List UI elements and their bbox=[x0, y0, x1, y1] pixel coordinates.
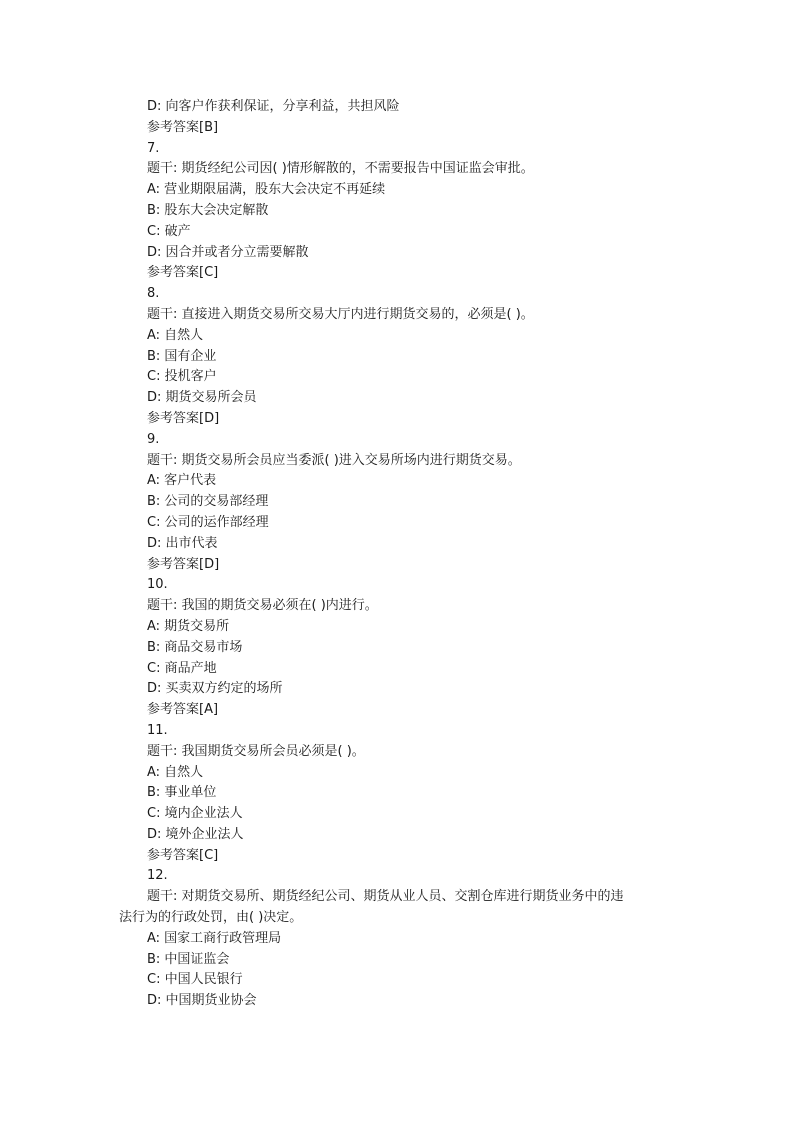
option-line: C: 商品产地 bbox=[147, 660, 217, 676]
answer-line: 参考答案[C] bbox=[147, 847, 219, 863]
question-number: 11. bbox=[147, 722, 168, 738]
option-line: C: 公司的运作部经理 bbox=[147, 514, 269, 530]
answer-line: 参考答案[D] bbox=[147, 410, 220, 426]
option-line: A: 营业期限届满，股东大会决定不再延续 bbox=[147, 182, 386, 198]
option-line: D: 买卖双方约定的场所 bbox=[147, 681, 283, 697]
option-line: D: 期货交易所会员 bbox=[147, 390, 257, 406]
option-line: A: 客户代表 bbox=[147, 473, 217, 489]
option-line: A: 国家工商行政管理局 bbox=[147, 930, 282, 946]
option-line: B: 事业单位 bbox=[147, 785, 217, 801]
answer-line: 参考答案[D] bbox=[147, 556, 220, 572]
option-line: D: 境外企业法人 bbox=[147, 826, 244, 842]
option-line: A: 自然人 bbox=[147, 764, 204, 780]
answer-line: 参考答案[B] bbox=[147, 119, 219, 135]
option-line: D: 因合并或者分立需要解散 bbox=[147, 244, 309, 260]
question-number: 7. bbox=[147, 140, 160, 156]
question-stem-wrapped bbox=[0, 887, 794, 929]
option-line: A: 期货交易所 bbox=[147, 618, 230, 634]
option-line: A: 自然人 bbox=[147, 327, 204, 343]
document-page bbox=[0, 97, 794, 1012]
option-line: C: 投机客户 bbox=[147, 369, 217, 385]
option-line: B: 国有企业 bbox=[147, 348, 217, 364]
option-line: D: 向客户作获利保证，分享利益，共担风险 bbox=[147, 99, 400, 114]
option-line: B: 中国证监会 bbox=[147, 951, 230, 967]
option-line: C: 破产 bbox=[147, 223, 191, 239]
option-line: C: 境内企业法人 bbox=[147, 806, 243, 822]
question-stem-line-1: 题干: 对期货交易所、期货经纪公司、期货从业人员、交割仓库进行期货业务中的违 bbox=[147, 889, 624, 905]
option-line: B: 公司的交易部经理 bbox=[147, 494, 269, 510]
answer-line: 参考答案[C] bbox=[147, 265, 219, 281]
answer-line: 参考答案[A] bbox=[147, 702, 219, 718]
question-stem: 题干: 我国的期货交易必须在( )内进行。 bbox=[147, 598, 378, 614]
question-stem: 题干: 我国期货交易所会员必须是( )。 bbox=[147, 743, 365, 759]
option-line: D: 中国期货业协会 bbox=[147, 993, 257, 1009]
question-number: 10. bbox=[147, 577, 168, 593]
option-line: D: 出市代表 bbox=[147, 535, 218, 551]
question-stem: 题干: 期货交易所会员应当委派( )进入交易所场内进行期货交易。 bbox=[147, 452, 521, 468]
option-line: B: 商品交易市场 bbox=[147, 639, 243, 655]
question-number: 12. bbox=[147, 868, 168, 884]
question-number: 9. bbox=[147, 431, 160, 447]
option-line: B: 股东大会决定解散 bbox=[147, 202, 269, 218]
question-stem: 题干: 直接进入期货交易所交易大厅内进行期货交易的，必须是( )。 bbox=[147, 306, 534, 322]
option-line: C: 中国人民银行 bbox=[147, 972, 243, 988]
question-number: 8. bbox=[147, 286, 160, 302]
question-stem: 题干: 期货经纪公司因( )情形解散的，不需要报告中国证监会审批。 bbox=[147, 161, 534, 177]
question-stem-line-2: 法行为的行政处罚，由( )决定。 bbox=[119, 910, 303, 926]
